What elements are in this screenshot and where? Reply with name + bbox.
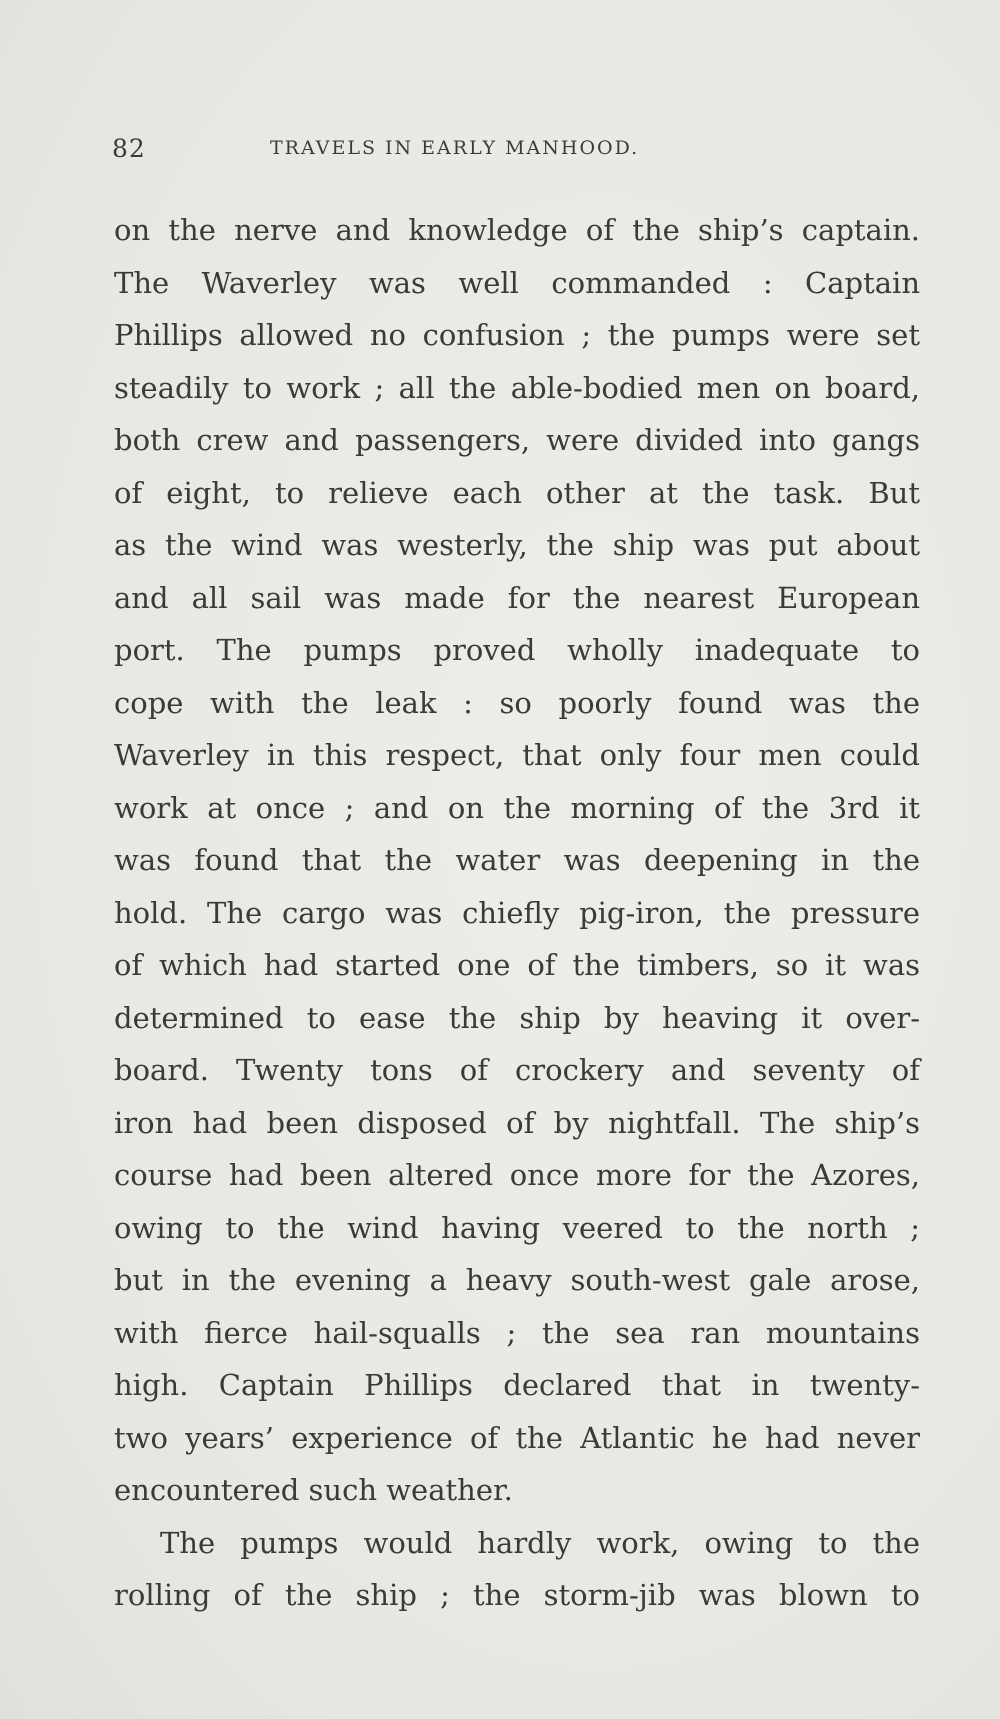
text-line: of eight, to relieve each other at the task. But	[114, 475, 920, 510]
text-line: on the nerve and knowledge of the ship’s captain.	[114, 213, 920, 247]
text-line: rolling of the ship ; the storm-jib was blown to	[114, 1578, 920, 1612]
text-line: two years’ experience of the Atlantic he had never	[114, 1420, 920, 1455]
text-line: was found that the water was deepening in the	[114, 843, 920, 877]
text-line: cope with the leak : so poorly found was the	[114, 685, 920, 720]
text-line: Phillips allowed no confusion ; the pumps were set	[114, 318, 920, 352]
text-line: hold. The cargo was chiefly pig-iron, the pressure	[114, 895, 920, 930]
text-line: as the wind was westerly, the ship was put about	[114, 528, 920, 562]
text-line: course had been altered once more for the Azores,	[114, 1158, 920, 1192]
text-line: Waverley in this respect, that only four men could	[114, 738, 920, 772]
text-line: board. Twenty tons of crockery and seventy of	[114, 1053, 920, 1087]
text-line: iron had been disposed of by nightfall. The ship’s	[114, 1105, 920, 1140]
paragraph	[114, 204, 920, 1517]
text-line: both crew and passengers, were divided into gangs	[114, 423, 920, 457]
text-line: port. The pumps proved wholly inadequate to	[114, 633, 920, 667]
text-line: high. Captain Phillips declared that in twenty-	[114, 1368, 920, 1402]
running-header	[112, 134, 912, 174]
text-line: The pumps would hardly work, owing to the	[160, 1525, 920, 1560]
text-line: determined to ease the ship by heaving it over-	[114, 1000, 920, 1035]
text-line: of which had started one of the timbers, so it was	[114, 948, 920, 982]
text-line: owing to the wind having veered to the north ;	[114, 1210, 920, 1245]
page-number: 82	[112, 134, 146, 163]
text-line: work at once ; and on the morning of the 3rd it	[114, 790, 920, 825]
text-line: and all sail was made for the nearest European	[114, 580, 920, 615]
running-title: TRAVELS IN EARLY MANHOOD.	[270, 137, 640, 159]
text-line: The Waverley was well commanded : Captain	[114, 265, 920, 300]
text-line: with fierce hail-squalls ; the sea ran mountains	[114, 1315, 920, 1350]
text-line: steadily to work ; all the able-bodied men on board,	[114, 370, 920, 405]
body-text	[114, 204, 920, 1622]
text-line: encountered such weather.	[114, 1473, 513, 1507]
paragraph	[114, 1517, 920, 1622]
text-line: but in the evening a heavy south-west gale arose,	[114, 1263, 920, 1297]
